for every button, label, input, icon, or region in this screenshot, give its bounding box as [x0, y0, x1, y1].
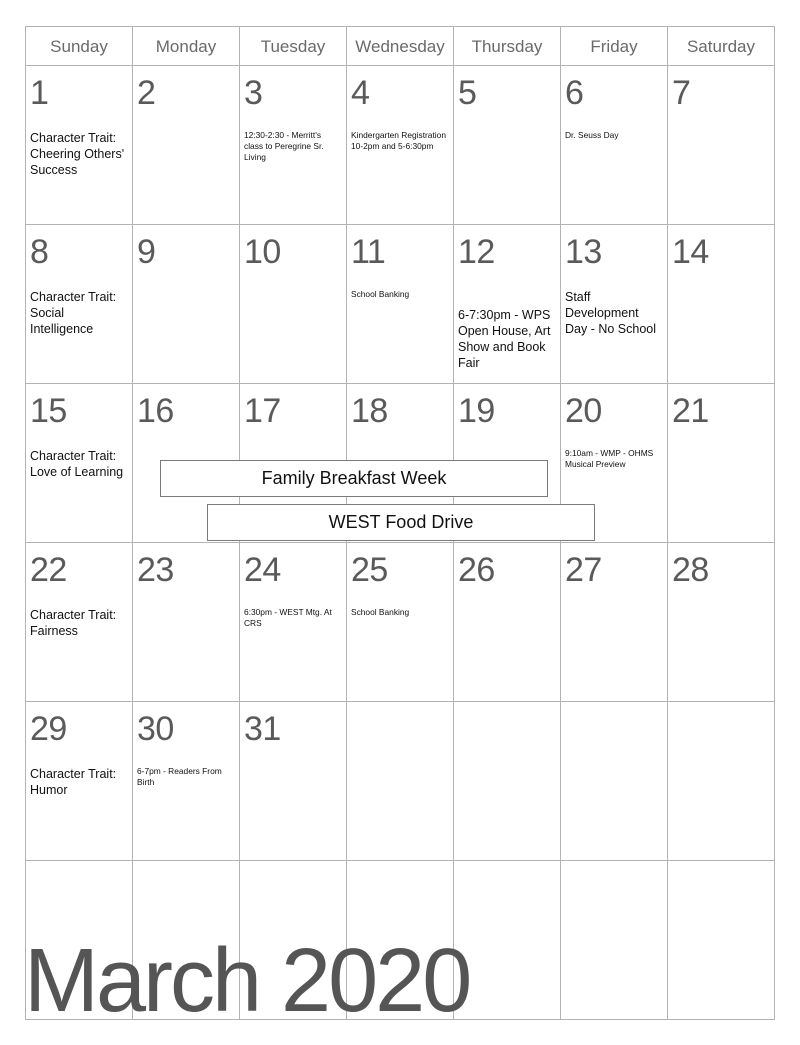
- empty-day-cell: [561, 861, 668, 1020]
- day-number: 28: [672, 551, 709, 589]
- empty-day-cell: [454, 861, 561, 1020]
- empty-day-cell: [668, 702, 774, 861]
- day-cell-27[interactable]: [561, 543, 668, 702]
- weekday-header-row: [26, 27, 774, 66]
- day-number: 24: [244, 551, 281, 589]
- day-cell-4[interactable]: [347, 66, 454, 225]
- day-number: 15: [30, 392, 67, 430]
- empty-day-cell: [347, 702, 454, 861]
- day-event: Dr. Seuss Day: [565, 130, 619, 140]
- day-cell-29[interactable]: [26, 702, 133, 861]
- day-number: 31: [244, 710, 281, 748]
- day-number: 11: [351, 233, 386, 271]
- day-cell-26[interactable]: [454, 543, 561, 702]
- day-number: 16: [137, 392, 174, 430]
- day-number: 9: [137, 233, 156, 271]
- day-number: 30: [137, 710, 174, 748]
- day-number: 23: [137, 551, 174, 589]
- day-number: 13: [565, 233, 602, 271]
- day-cell-13[interactable]: [561, 225, 668, 384]
- day-number: 21: [672, 392, 709, 430]
- day-number: 27: [565, 551, 602, 589]
- day-cell-23[interactable]: [133, 543, 240, 702]
- day-number: 3: [244, 74, 263, 112]
- calendar-grid: [25, 26, 775, 1020]
- day-event: School Banking: [351, 607, 410, 617]
- weekday-header-saturday: Saturday: [668, 27, 774, 66]
- day-number: 2: [137, 74, 156, 112]
- day-cell-31[interactable]: [240, 702, 347, 861]
- day-number: 6: [565, 74, 584, 112]
- empty-day-cell: [668, 861, 774, 1020]
- day-event: Staff Development Day - No School: [565, 290, 657, 336]
- west-food-drive-banner[interactable]: WEST Food Drive: [207, 504, 595, 541]
- day-cell-2[interactable]: [133, 66, 240, 225]
- day-number: 5: [458, 74, 477, 112]
- day-event: Character Trait: Social Intelligence: [30, 290, 117, 336]
- day-cell-30[interactable]: [133, 702, 240, 861]
- empty-day-cell: [454, 702, 561, 861]
- month-title: March 2020: [24, 931, 470, 1031]
- day-number: 7: [672, 74, 691, 112]
- day-cell-6[interactable]: [561, 66, 668, 225]
- empty-day-cell: [561, 702, 668, 861]
- weekday-header-wednesday: Wednesday: [347, 27, 454, 66]
- day-cell-3[interactable]: [240, 66, 347, 225]
- day-event: Character Trait: Cheering Others' Success: [30, 131, 125, 177]
- day-cell-5[interactable]: [454, 66, 561, 225]
- day-cell-25[interactable]: [347, 543, 454, 702]
- day-number: 14: [672, 233, 709, 271]
- weekday-header-tuesday: Tuesday: [240, 27, 347, 66]
- day-event: Character Trait: Humor: [30, 767, 117, 797]
- day-event: 12:30-2:30 - Merritt's class to Peregrine Sr. Living: [244, 130, 324, 162]
- day-number: 12: [458, 233, 495, 271]
- day-cell-21[interactable]: [668, 384, 774, 543]
- day-event: 6:30pm - WEST Mtg. At CRS: [244, 607, 332, 628]
- day-cell-7[interactable]: [668, 66, 774, 225]
- day-cell-15[interactable]: [26, 384, 133, 543]
- day-number: 4: [351, 74, 370, 112]
- day-event: 6-7:30pm - WPS Open House, Art Show and Book Fair: [458, 308, 551, 370]
- day-number: 20: [565, 392, 602, 430]
- weekday-header-thursday: Thursday: [454, 27, 561, 66]
- day-cell-8[interactable]: [26, 225, 133, 384]
- day-event: 9:10am - WMP - OHMS Musical Preview: [565, 448, 654, 469]
- day-number: 26: [458, 551, 495, 589]
- day-number: 8: [30, 233, 49, 271]
- day-cell-9[interactable]: [133, 225, 240, 384]
- weekday-header-friday: Friday: [561, 27, 668, 66]
- day-number: 17: [244, 392, 281, 430]
- day-cell-28[interactable]: [668, 543, 774, 702]
- day-number: 25: [351, 551, 388, 589]
- day-event: Character Trait: Fairness: [30, 608, 117, 638]
- day-cell-22[interactable]: [26, 543, 133, 702]
- day-number: 22: [30, 551, 67, 589]
- day-cell-11[interactable]: [347, 225, 454, 384]
- day-number: 29: [30, 710, 67, 748]
- day-event: Kindergarten Registration 10-2pm and 5-6:30pm: [351, 130, 446, 151]
- day-cell-24[interactable]: [240, 543, 347, 702]
- day-number: 10: [244, 233, 281, 271]
- day-number: 1: [30, 74, 49, 112]
- day-number: 18: [351, 392, 388, 430]
- day-cell-14[interactable]: [668, 225, 774, 384]
- day-event: Character Trait: Love of Learning: [30, 449, 124, 479]
- day-cell-1[interactable]: [26, 66, 133, 225]
- day-number: 19: [458, 392, 495, 430]
- day-event: 6-7pm - Readers From Birth: [137, 766, 222, 787]
- weekday-header-monday: Monday: [133, 27, 240, 66]
- family-breakfast-week-banner[interactable]: Family Breakfast Week: [160, 460, 548, 497]
- day-event: School Banking: [351, 289, 410, 299]
- day-cell-10[interactable]: [240, 225, 347, 384]
- weekday-header-sunday: Sunday: [26, 27, 133, 66]
- day-cell-12[interactable]: [454, 225, 561, 384]
